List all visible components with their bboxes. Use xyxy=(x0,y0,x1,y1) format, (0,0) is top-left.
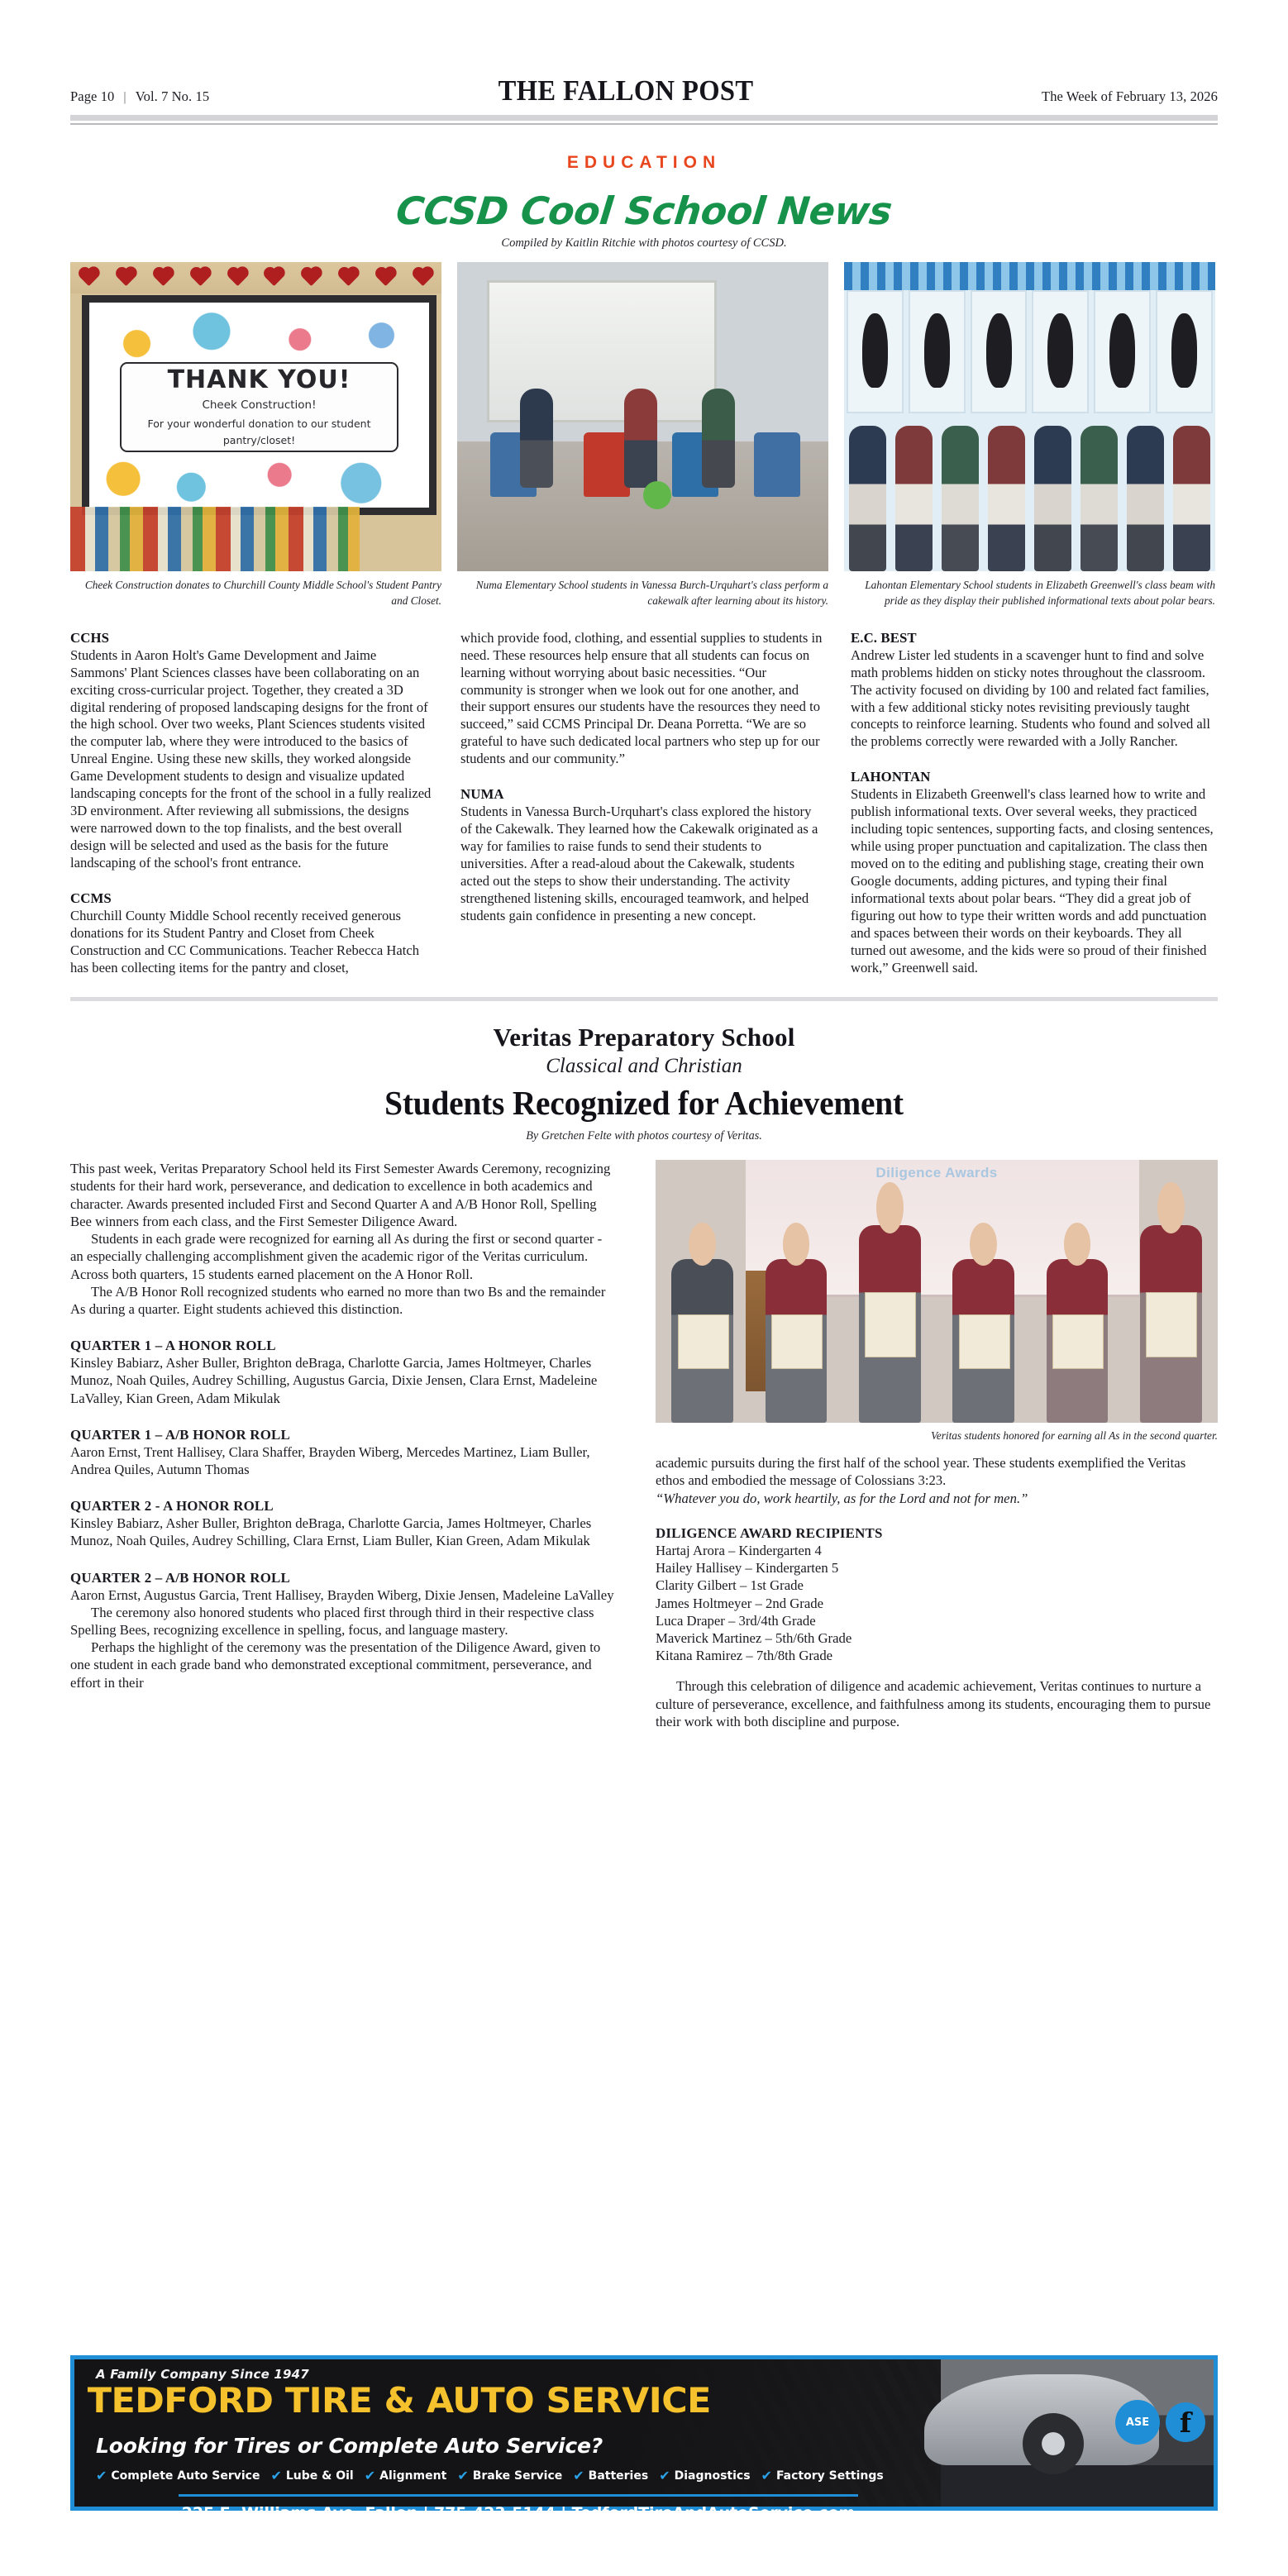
student-head xyxy=(1064,1223,1091,1266)
veritas-scripture: “Whatever you do, work heartily, as for the Lord and not for men.” xyxy=(656,1490,1028,1506)
veritas-paragraph-4: The ceremony also honored students who placed first through third in their respective class Spelling Bees, recognizing excellence in spelling, focus, and language mastery. xyxy=(70,1604,594,1638)
advertisement-tedford-tire[interactable] xyxy=(70,2355,1218,2523)
student-figure xyxy=(859,1225,921,1423)
paragraph-ccms: Churchill County Middle School recently received generous donations for its Student Pantry and Closet from Cheek Construction and CC Communications. Teacher Rebecca Hatch has been collecting items for the pantry and closet, xyxy=(70,908,420,976)
heart-icon xyxy=(377,269,394,286)
diligence-recipient: Kitana Ramirez – 7th/8th Grade xyxy=(656,1648,833,1664)
wheel-icon xyxy=(1023,2413,1084,2474)
whiteboard-display xyxy=(82,295,436,515)
veritas-photo-caption: Veritas students honored for earning all As in the second quarter. xyxy=(931,1429,1218,1443)
student-group xyxy=(844,398,1215,570)
ad-tagline: A Family Company Since 1947 xyxy=(96,2367,309,2382)
veritas-header xyxy=(70,1023,1218,1143)
roll-names-q2-ab: Aaron Ernst, Augustus Garcia, Trent Hallisey, Brayden Wiberg, Dixie Jensen, Madeleine LaValley xyxy=(70,1586,614,1603)
heart-icon xyxy=(228,269,246,286)
veritas-body-columns xyxy=(70,1160,1218,1730)
heart-garland xyxy=(70,262,441,293)
diligence-recipient: James Holtmeyer – 2nd Grade xyxy=(656,1595,823,1611)
student-figure xyxy=(849,426,886,571)
education-headline: CCSD Cool School News xyxy=(394,188,894,233)
veritas-headline: Students Recognized for Achievement xyxy=(384,1084,904,1123)
heart-icon xyxy=(265,269,283,286)
student-figure xyxy=(1127,426,1164,571)
photo-caption: Cheek Construction donates to Churchill County Middle School's Student Pantry and Closet. xyxy=(84,578,441,607)
paragraph-cchs: Students in Aaron Holt's Game Development and Jaime Sammons' Plant Sciences classes have been collaborating on an exciting cross-curricular project. Together, they created a 3D digital rendering of proposed landscaping designs for the front of the high school. Over two weeks, Plant Sciences students visited the computer lab, where they were introduced to the basics of Unreal Engine. Using these new skills, they worked alongside Game Development students to design and visualize updated landscaping concepts for the front of the school in a fully realized 3D environment. After reviewing all submissions, the designs were narrowed down to the top finalists, and the best overall design will be selected and used as the basis for the future landscaping of the school's front entrance. xyxy=(70,646,432,871)
education-byline: Compiled by Kaitlin Ritchie with photos courtesy of CCSD. xyxy=(501,236,787,250)
student-figure xyxy=(520,389,553,488)
subhead-lahontan: LAHONTAN xyxy=(851,769,931,785)
student-figure xyxy=(1047,1259,1109,1423)
education-column-1 xyxy=(70,630,436,978)
masthead-rule-thick xyxy=(70,115,1218,121)
page-number: Page 10 xyxy=(70,88,115,104)
student-figure xyxy=(988,426,1025,571)
student-figure xyxy=(1034,426,1071,571)
heart-icon xyxy=(117,269,135,286)
ad-service-label: Brake Service xyxy=(472,2469,563,2483)
poster xyxy=(1094,290,1151,414)
student-figure xyxy=(895,426,933,571)
roll-heading-q1-ab: QUARTER 1 – A/B HONOR ROLL xyxy=(70,1426,290,1443)
ad-vehicle-photo xyxy=(941,2359,1214,2507)
student-figure xyxy=(942,426,979,571)
photo-cell-3 xyxy=(844,262,1215,609)
ad-service-label: Factory Settings xyxy=(775,2469,884,2483)
subhead-numa: NUMA xyxy=(460,786,504,803)
check-icon: ✔ xyxy=(573,2468,584,2484)
paragraph-numa: Students in Vanessa Burch-Urquhart's class explored the history of the Cakewalk. They learned how the Cakewalk originated as a way for families to raise funds to send their students to universities. After a read-aloud about the Cakewalk, students acted out the steps to show their understanding. The activity strengthened listening skills, encouraged teamwork, and helped students gain confidence in presenting a new concept. xyxy=(460,804,818,924)
check-icon: ✔ xyxy=(761,2468,772,2484)
student-figure xyxy=(952,1259,1014,1423)
photo-cell-2 xyxy=(457,262,828,609)
ad-service-item xyxy=(270,2468,353,2483)
donated-goods xyxy=(70,507,360,571)
student-award-group xyxy=(656,1213,1218,1423)
ad-brand-name: TEDFORD TIRE & AUTO SERVICE xyxy=(87,2380,711,2421)
roll-heading-q1-a: QUARTER 1 – A HONOR ROLL xyxy=(70,1338,276,1354)
ad-divider xyxy=(179,2494,858,2497)
subhead-ccms: CCMS xyxy=(70,890,112,907)
thank-you-sign xyxy=(120,362,398,452)
ad-service-list xyxy=(96,2468,941,2483)
paragraph-lahontan: Students in Elizabeth Greenwell's class learned how to write and publish informational texts. Over several weeks, they practiced including topic sentences, supporting facts, and closing sentences, while using proper punctuation and capitalization. The class then moved on to the editing and publishing stage, creating their own Google documents, adding pictures, and typing their final informational texts about polar bears. “They did a great job of figuring out how to type their written words and add punctuation and spaces between their words on their keyboards. They all turned out awesome, and the kids were so proud of their finished work,” Greenwell said. xyxy=(851,786,1214,976)
student-head xyxy=(689,1223,716,1266)
ad-service-item xyxy=(761,2468,884,2483)
veritas-paragraph-3: The A/B Honor Roll recognized students who earned no more than two Bs and the remainder As during a quarter. Eight students achieved this distinction. xyxy=(70,1283,606,1317)
ad-service-item xyxy=(96,2468,260,2483)
ad-service-label: Alignment xyxy=(379,2469,447,2483)
diligence-recipient: Hailey Hallisey – Kindergarten 5 xyxy=(656,1560,839,1577)
chair xyxy=(584,432,630,497)
student-head xyxy=(783,1223,810,1266)
photo-cell-1 xyxy=(70,262,441,609)
education-photo-row xyxy=(70,262,1218,609)
screen-label: Diligence Awards xyxy=(875,1165,998,1181)
heart-icon xyxy=(303,269,320,286)
roll-names-q1-a: Kinsley Babiarz, Asher Buller, Brighton deBraga, Charlotte Garcia, James Holtmeyer, Charles Munoz, Noah Quiles, Audrey Schilling, Augustus Garcia, Dixie Jensen, Clara Ernst, Madeleine LaValley, Kian Green, Adam Mikulak xyxy=(70,1355,598,1406)
polar-bear-posters xyxy=(844,290,1215,414)
roll-names-q1-ab: Aaron Ernst, Trent Hallisey, Clara Shaffer, Brayden Wiberg, Mercedes Martinez, Liam Buller, Andrea Quiles, Autumn Thomas xyxy=(70,1443,590,1477)
ad-content xyxy=(74,2359,941,2523)
heart-icon xyxy=(192,269,209,286)
ad-service-item xyxy=(365,2468,447,2483)
student-figure xyxy=(702,389,735,488)
diligence-recipient: Luca Draper – 3rd/4th Grade xyxy=(656,1612,816,1629)
veritas-closing-paragraph: Through this celebration of diligence and academic achievement, Veritas continues to nurture a culture of perseverance, excellence, and faithfulness among its students, encouraging them to pursue their work with both discipline and purpose. xyxy=(656,1678,1211,1729)
student-figure xyxy=(1140,1225,1202,1423)
diligence-recipient: Clarity Gilbert – 1st Grade xyxy=(656,1577,804,1594)
ad-address-line[interactable]: 225 E. Williams Ave, Fallon | 775-423-5144 | TedfordTireAndAutoService.com xyxy=(181,2504,856,2523)
veritas-paragraph-5-continued: academic pursuits during the first half of the school year. These students exemplified the Veritas ethos and embodied the message of Colossians 3:23. xyxy=(656,1455,1186,1489)
green-ball xyxy=(643,481,671,509)
facebook-icon[interactable]: f xyxy=(1166,2402,1205,2442)
student-head xyxy=(876,1182,904,1233)
veritas-paragraph-1: This past week, Veritas Preparatory School held its First Semester Awards Ceremony, recognizing students for their hard work, perseverance, and dedication to excellence in both academics and character. Awards presented included First and Second Quarter A and A/B Honor Roll, Spelling Bee winners from each class, and the First Semester Diligence Award. xyxy=(70,1161,611,1229)
chair xyxy=(754,432,800,497)
roll-names-q2-a: Kinsley Babiarz, Asher Buller, Brighton deBraga, Charlotte Garcia, James Holtmeyer, Charles Munoz, Noah Quiles, Audrey Schilling, Clara Ernst, Liam Buller, Kian Green, Adam Mikulak xyxy=(70,1515,592,1549)
diligence-heading: DILIGENCE AWARD RECIPIENTS xyxy=(656,1524,883,1541)
diligence-recipient: Maverick Martinez – 5th/6th Grade xyxy=(656,1629,852,1646)
ase-certified-icon[interactable]: ASE xyxy=(1118,2402,1157,2442)
education-column-3 xyxy=(851,630,1216,978)
volume-issue: Vol. 7 No. 15 xyxy=(135,88,210,104)
poster xyxy=(1032,290,1089,414)
diligence-recipient: Hartaj Arora – Kindergarten 4 xyxy=(656,1542,822,1558)
masthead-left xyxy=(70,88,209,105)
student-figure xyxy=(766,1259,828,1423)
student-figure xyxy=(1173,426,1210,571)
photo-diligence-awards xyxy=(656,1160,1218,1423)
student-head xyxy=(970,1223,997,1266)
issue-date: The Week of February 13, 2026 xyxy=(1042,88,1218,104)
subhead-cchs: CCHS xyxy=(70,629,110,646)
sign-line-2: Cheek Construction! xyxy=(202,398,317,413)
student-figure xyxy=(624,389,657,488)
poster xyxy=(971,290,1028,414)
student-figure xyxy=(1080,426,1118,571)
veritas-paragraph-2: Students in each grade were recognized for earning all As during the first or second quarter - an especially challenging accomplishment given the academic rigor of the Veritas curriculum. Across both quarters, 15 students earned placement on the A Honor Roll. xyxy=(70,1231,603,1282)
ad-service-label: Batteries xyxy=(588,2469,649,2483)
check-icon: ✔ xyxy=(659,2468,670,2484)
veritas-school-name: Veritas Preparatory School xyxy=(493,1023,795,1052)
publication-title: THE FALLON POST xyxy=(498,74,754,107)
veritas-column-left xyxy=(70,1160,616,1730)
poster xyxy=(847,290,904,414)
photo-caption: Numa Elementary School students in Vanessa Burch-Urquhart's class perform a cakewalk after learning about its history. xyxy=(475,578,828,607)
heart-icon xyxy=(155,269,172,286)
paragraph-ccms-continued: which provide food, clothing, and essential supplies to students in need. These resources help ensure that all students can focus on learning without worrying about basic necessities. “Our community is stronger when we look out for one another, and their support ensures our students have the resources they need to succeed,” said CCMS Principal Dr. Deana Porretta. “We are so grateful to have such dedicated local partners who step up for our students and our community.” xyxy=(460,629,823,767)
student-figure xyxy=(671,1259,733,1423)
heart-icon xyxy=(414,269,432,286)
masthead-rule-thin xyxy=(70,123,1218,125)
check-icon: ✔ xyxy=(364,2468,376,2484)
ad-service-label: Complete Auto Service xyxy=(111,2469,260,2483)
photo-thank-you-banner xyxy=(70,262,441,571)
heart-icon xyxy=(340,269,357,286)
sign-line-1: THANK YOU! xyxy=(167,365,351,395)
veritas-column-right xyxy=(656,1160,1218,1730)
check-icon: ✔ xyxy=(457,2468,469,2484)
photo-caption: Lahontan Elementary School students in Elizabeth Greenwell's class beam with pride as they display their published informational texts about polar bears. xyxy=(865,578,1215,607)
masthead-separator: | xyxy=(123,90,126,104)
ad-question: Looking for Tires or Complete Auto Service? xyxy=(96,2434,603,2459)
ad-service-item xyxy=(659,2468,750,2483)
education-column-2 xyxy=(460,630,826,978)
student-head xyxy=(1157,1182,1185,1233)
roll-heading-q2-a: QUARTER 2 - A HONOR ROLL xyxy=(70,1498,274,1515)
education-body-columns xyxy=(70,630,1218,978)
photo-polar-bear-class xyxy=(844,262,1215,571)
ad-service-item xyxy=(573,2468,648,2483)
section-divider xyxy=(70,997,1218,1001)
veritas-subtitle: Classical and Christian xyxy=(546,1055,742,1078)
check-icon: ✔ xyxy=(96,2468,107,2484)
poster xyxy=(909,290,966,414)
sign-line-3: For your wonderful donation to our student pantry/closet! xyxy=(147,417,371,446)
bulletin-border xyxy=(844,262,1215,290)
ad-badge-group xyxy=(1118,2402,1205,2442)
masthead xyxy=(70,0,1218,105)
ad-service-label: Diagnostics xyxy=(674,2469,751,2483)
veritas-paragraph-5: Perhaps the highlight of the ceremony was the presentation of the Diligence Award, given to one student in each grade band who demonstrated exceptional commitment, perseverance, and effort in their xyxy=(70,1639,601,1691)
check-icon: ✔ xyxy=(270,2468,282,2484)
paragraph-ec-best: Andrew Lister led students in a scavenger hunt to find and solve math problems hidden on sticky notes throughout the classroom. The activity focused on dividing by 100 and related fact families, with a few additional sticky notes revisiting previously taught concepts to reinforce learning. Students who found and solved all the problems correctly were rewarded with a Jolly Rancher. xyxy=(851,646,1211,750)
roll-heading-q2-ab: QUARTER 2 – A/B HONOR ROLL xyxy=(70,1569,290,1586)
veritas-byline: By Gretchen Felte with photos courtesy of Veritas. xyxy=(526,1129,762,1143)
ad-service-item xyxy=(457,2468,562,2483)
photo-cakewalk-classroom xyxy=(457,262,828,571)
heart-icon xyxy=(80,269,98,286)
section-kicker: EDUCATION xyxy=(566,152,722,172)
subhead-ec-best: E.C. BEST xyxy=(851,629,917,646)
ad-service-label: Lube & Oil xyxy=(285,2469,354,2483)
poster xyxy=(1156,290,1213,414)
